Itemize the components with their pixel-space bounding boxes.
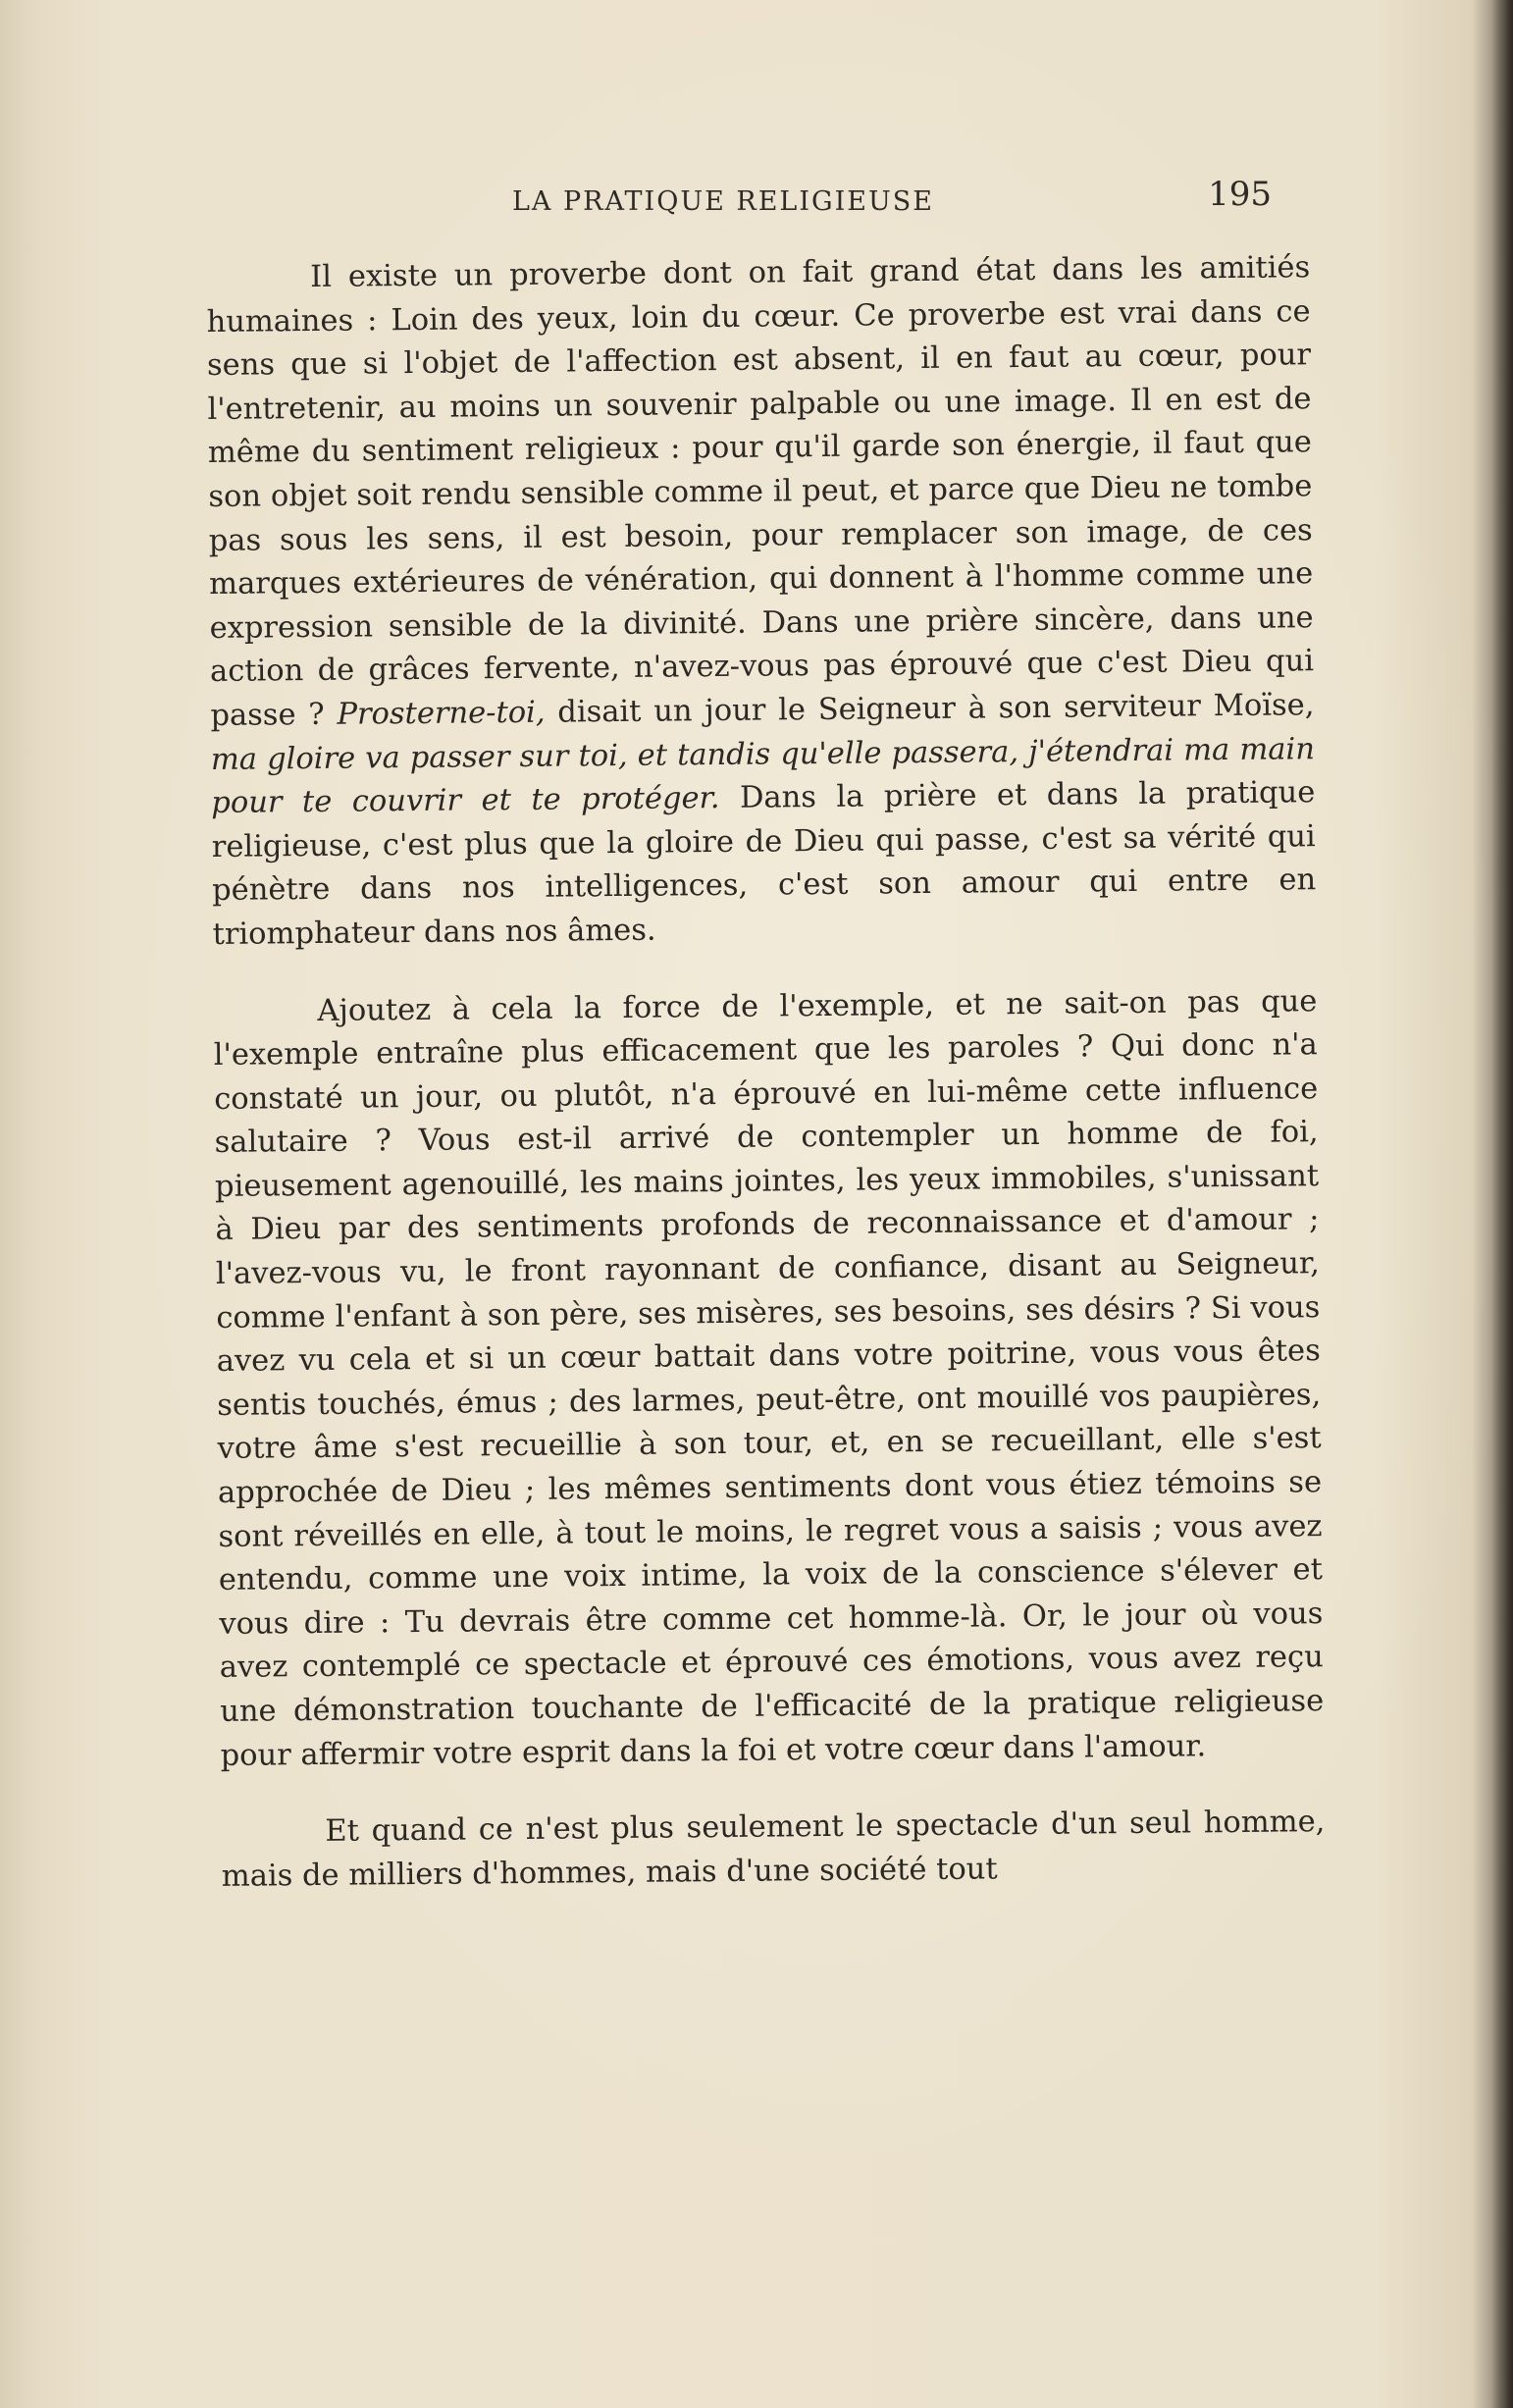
paragraph-1-quote-b: ma gloire va passer sur toi, et tandis qu'elle passera, j'étendrai ma main pour te couvrir et te protéger.: [210, 731, 1316, 821]
page-header: [206, 165, 1295, 234]
paragraph-1-text-b: disait un jour le Seigneur à son serviteur Moïse,: [545, 688, 1315, 730]
page-body: [206, 246, 1326, 1932]
page-number: 195: [1208, 175, 1272, 214]
paragraph-3: Et quand ce n'est plus seulement le spectacle d'un seul homme, mais de milliers d'hommes, mais d'une société tout: [221, 1805, 1326, 1894]
paragraph-1-quote-a: Prosterne-toi,: [337, 695, 546, 732]
paragraph-2: Ajoutez à cela la force de l'exemple, et ne sait-on pas que l'exemple entraîne plus efficacement que les paroles ? Qui donc n'a constaté un jour, ou plutôt, n'a éprouvé en lui-même cette influence salutaire ? Vous est-il arrivé de contempler un homme de foi, pieusement agenouillé, les mains jointes, les yeux immobiles, s'unissant à Dieu par des sentiments profonds de reconnaissance et d'amour ; l'avez-vous vu, le front rayonnant de confiance, disant au Seigneur, comme l'enfant à son père, ses misères, ses besoins, ses désirs ? Si vous avez vu cela et si un cœur battait dans votre poitrine, vous vous êtes sentis touchés, émus ; des larmes, peut-être, ont mouillé vos paupières, votre âme s'est recueillie à son tour, et, en se recueillant, elle s'est approchée de Dieu ; les mêmes sentiments dont vous étiez témoins se sont réveillés en elle, à tout le moins, le regret vous a saisis ; vous avez entendu, comme une voix intime, la voix de la conscience s'élever et vous dire : Tu devrais être comme cet homme-là. Or, le jour où vous avez contemplé ce spectacle et éprouvé ces émotions, vous avez reçu une démonstration touchante de l'efficacité de la pratique religieuse pour affermir votre esprit dans la foi et votre cœur dans l'amour.: [213, 983, 1325, 1773]
binding-shadow: [1491, 0, 1513, 2408]
running-title: LA PRATIQUE RELIGIEUSE: [512, 186, 934, 217]
paragraph-1: [206, 246, 1317, 957]
paragraph-1-text-a: Il existe un proverbe dont on fait grand état dans les amitiés humaines : Loin des yeux, loin du cœur. Ce proverbe est vrai dans ce sens que si l'objet de l'affection est absent, il en faut au cœur, pour l'entretenir, au moins un souvenir palpable ou une image. Il en est de même du sentiment religieux : pour qu'il garde son énergie, il faut que son objet soit rendu sensible comme il peut, et parce que Dieu ne tombe pas sous les sens, il est besoin, pour remplacer son image, de ces marques extérieures de vénération, qui donnent à l'homme comme une expression sensible de la divinité. Dans une prière sincère, dans une action de grâces fervente, n'avez-vous pas éprouvé que c'est Dieu qui passe ?: [206, 250, 1315, 733]
paragraph-1-text-c: Dans la prière et dans la pratique religieuse, c'est plus que la gloire de Dieu qui passe, c'est sa vérité qui pénètre dans nos intelligences, c'est son amour qui entre en triomphateur dans nos âmes.: [211, 775, 1317, 952]
